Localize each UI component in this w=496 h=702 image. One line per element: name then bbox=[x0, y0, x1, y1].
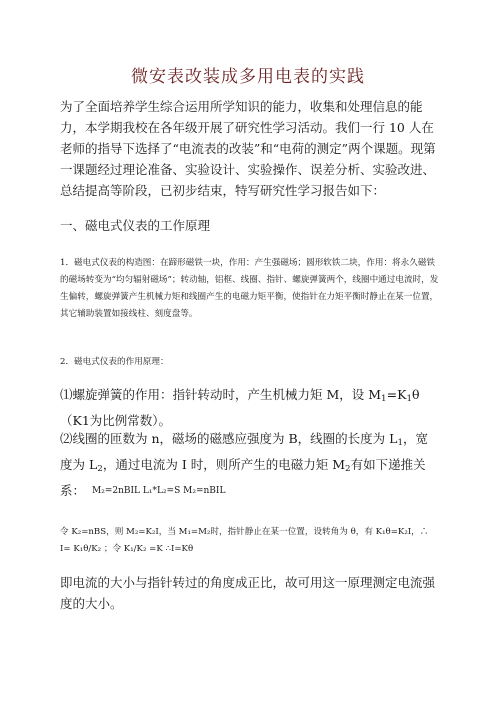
conclusion-paragraph: 即电流的大小与指针转过的角度成正比，故可用这一原理测定电流强度的大小。 bbox=[60, 575, 436, 611]
spring-paragraph: ⑴螺旋弹簧的作用：指针转动时，产生机械力矩 M，设 $M_1=K_1\theta(K1$为比例常数）。 bbox=[60, 387, 420, 428]
section-heading-1: 一、磁电式仪表的工作原理 bbox=[60, 218, 211, 233]
formula-line: M₂=2nBIL L₁*L₂=S M₂=nBIL bbox=[92, 486, 226, 496]
intro-paragraph: 为了全面培养学生综合运用所学知识的能力，收集和处理信息的能力，本学期我校在各年级开展了研究性学习活动。我们一行 10 人在老师的指导下选择了“电流表的改装”和“电荷的测定”两个课题。现第一课题经过理论准备、实验设计、实验操作、误差分析、实验改进、总结提高等阶段，已初步结束，特写研究性学习报告如下： bbox=[60, 99, 436, 198]
page-title: 微安表改装成多用电表的实践 bbox=[131, 67, 365, 87]
item-1-paragraph: 1．磁电式仪表的构造图：在蹄形磁铁一块，作用：产生强磁场；圆形软铁二块，作用：将永久磁铁的磁场转变为“均匀辐射磁场”；转动轴，铝框、线圈、指针、螺旋弹簧两个，线圈中通过电流时，发生偏转，螺旋弹簧产生机械力矩和线圈产生的电磁力矩平衡，使指针在力矩平衡时静止在某一位置，其它辅助装置如接线柱、刻度盘等。 bbox=[60, 258, 439, 319]
derivation-paragraph: 令 K₂=nBS，则 M₂=K₂I，当 M₁=M₂时，指针静止在某一位置，设转角为 θ，有 K₁θ=K₂I，∴ I= K₁θ/K₂ ；令 K₁/K₂ =K ∴I=Kθ bbox=[60, 527, 429, 554]
coil-paragraph: ⑵线圈的匝数为 n，磁场的磁感应强度为 B，线圈的长度为 $L_1$，宽度为 $L_2$，通过电流为 I 时，则所产生的电磁力矩 $M_2$有如下递推关系： bbox=[60, 431, 429, 498]
item-2-heading: 2．磁电式仪表的作用原理： bbox=[60, 357, 169, 367]
